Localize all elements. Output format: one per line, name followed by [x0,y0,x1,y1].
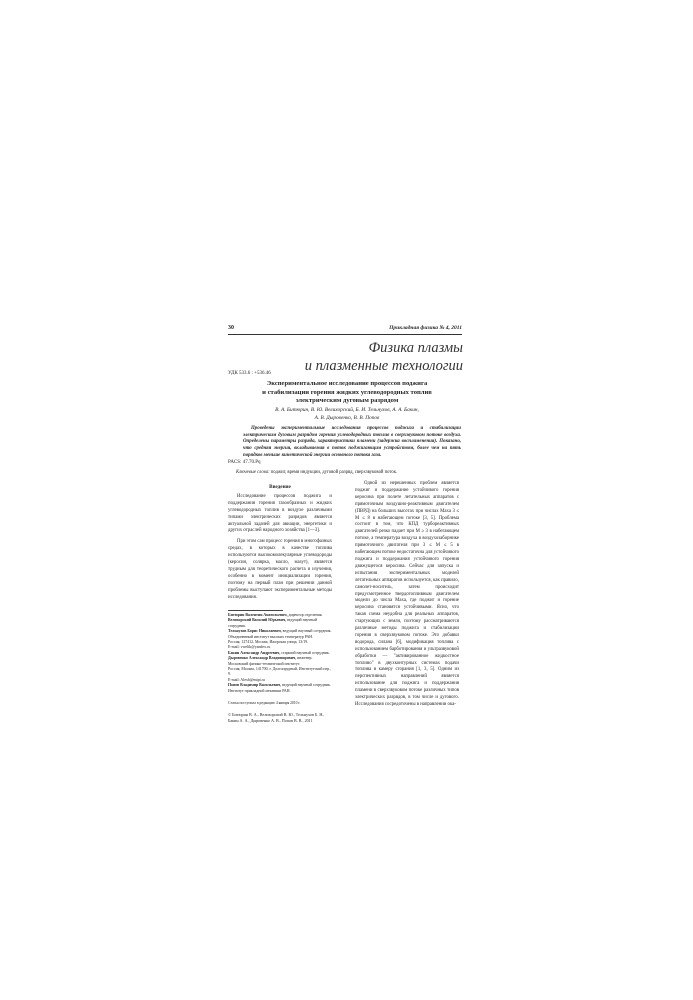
received-date: Статья поступила в редакцию 4 января 2010 г. [228,701,301,705]
intro-heading: Введение [269,484,291,490]
keywords-text: поджиг, время индукции, дуговой разряд, сверхзвуковой поток. [270,470,398,475]
affiliation-2: Московский физико-технический институт. [228,661,301,666]
pacs-code: PACS: 47.70.Pq [228,460,261,465]
author-1-name: Битюрин Валентин Анатольевич, [228,613,288,617]
section-title-line-1: Физика плазмы [368,340,463,356]
section-title [305,339,463,375]
author-2-role: ведущий научный сотрудник. [228,618,317,628]
author-1-role: директор отделения. [288,613,323,617]
author-info [228,613,332,694]
udk-code: УДК 533.6 : +536.46 [228,371,271,376]
article-title [250,380,444,406]
right-column [355,481,459,709]
address-1: Россия, 127412, Москва, Ижорская улица, 13/19. [228,640,309,645]
author-4-name: Бакин Александр Андреевич, [228,650,281,655]
article-abstract: Проведены экспериментальные исследования процессов поджига и стабилизации электрическим дуговым разрядом горения углеводородных топлив в сверхзвуковом потоке воздуха. Определены параметры разряда, характеристики пламени (задержка воспламенения). Показано, что средняя энергия, вкладываемая в поток поджигающим устройством, более чем на пять порядков меньше кинетической энергии основного потока газа. [243,426,461,458]
address-2: Россия, Москва, 141700, г. Долгопрудный, Институтский пер., 9. [228,667,332,677]
footnote-rule [228,610,283,611]
article-title-line-2: и стабилизации горения жидких углеводородных топлив [262,388,432,396]
authors-line-1: В. А. Битюрин, В. Ю. Велихорский, Б. И. Тельнухов, А. А. Бакин, [275,407,419,413]
author-6-role: ведущий научный сотрудник. [282,683,331,688]
article-authors [250,406,444,422]
section-title-line-2: и плазменные технологии [304,358,463,374]
author-3-role: ведущий научный сотрудник. [282,629,332,634]
keywords-label: Ключевые слова: [236,470,270,475]
author-4-role: старший научный сотрудник. [281,650,330,655]
affiliation-3: Институт прикладной механики РАН. [228,688,291,693]
author-6-name: Попов Владимир Васильевич, [228,683,282,688]
copyright-notice: © Битюрин В. А., Велихорский В. Ю., Тельнухов Б. Н., Бакин А. А., Дыровенко А. В., Попов В. В., 2011 [228,712,325,723]
author-3-name: Тельнухов Борис Николаевич, [228,629,282,634]
article-title-line-1: Экспериментальное исследование процессов поджига [266,380,428,387]
email-2: E-mail: Alexb@mipt.ru [228,677,265,682]
intro-paragraph-2: При этом сам процесс горения в многофазных средах, в которых в качестве топлива используются высокомолекулярные углеводороды (керосин, солярка, масло, мазут), является трудным для теоретического расчета и изучения, особенно в момент инициализации горения, поэтому на первый план при решении данной проблемы выступают экспериментальные методы исследования. [228,539,332,600]
article-title-line-3: электрическим дуговым разрядом [295,397,399,405]
left-column [228,484,332,602]
affiliation-1: Объединенный институт высоких температур РАН. [228,634,314,639]
intro-paragraph-1: Исследование процессов поджига и поддержания горения газообразных и жидких углеводородных топлив в воздухе различными типами электрических разрядов является актуальной задачей для авиации, энергетики и других отраслей народного хозяйства [1—3]. [228,493,332,534]
keywords [236,470,397,475]
email-1: E-mail: vwelik@yandex.ru [228,645,271,650]
author-5-role: инженер. [297,656,313,661]
author-2-name: Велихорский Василий Юрьевич, [228,618,287,623]
right-paragraph-1: Одной из нерешенных проблем является поджиг и поддержание устойчивого горения керосина при полете летательных аппаратов с прямоточным воздушно-реактивным двигателем (ПВРД) на больших высотах при числах Маха 3 ≤ M ≤ 8 в набегающем потоке [3, 5]. Проблема состоит в том, что КПД турбореактивных двигателей резко падает при M ≥ 3 в набегающем потоке, а температура воздуха в воздухозаборнике прямоточного двигателя при 3 ≤ M ≤ 5 в набегающем потоке недостаточна для устойчивого поджига и поддержания устойчивого горения движущегося керосина. Сейчас для запуска и испытания экспериментальных моделей летательных аппаратов используется, как правило, самолет-носитель, затем происходит предусмотренное твердотопливным двигателем модели до числа Маха, где поджиг и горение керосина становятся устойчивыми. Ясно, что такая схема неудобна для реальных аппаратов, стартующих с земли, поэтому рассматриваются различные методы поджига и стабилизации горения в сверхзвуковом потоке. Это добавки водорода, силана [6], модификация топлива с использованием барботирования и ультразвуковой обработки — "активированное жидкостное топливо" в двухконтурных системах подачи топлива в камеру сгорания [1, 3, 5]. Одним из перспективных направлений является использование для поджига и поддержания пламени в сверхзвуковом потоке различных типов электрических разрядов, в том числе и дугового. Исследования сосредоточены в направлении ока- [355,481,459,707]
header-rule [228,334,462,335]
journal-running-head: Прикладная физика № 4, 2011 [389,325,462,331]
author-5-name: Дыровенко Александр Владимирович, [228,656,297,661]
authors-line-2: А. В. Дыровенко, В. В. Попов [314,415,380,421]
page-number: 30 [228,325,234,331]
